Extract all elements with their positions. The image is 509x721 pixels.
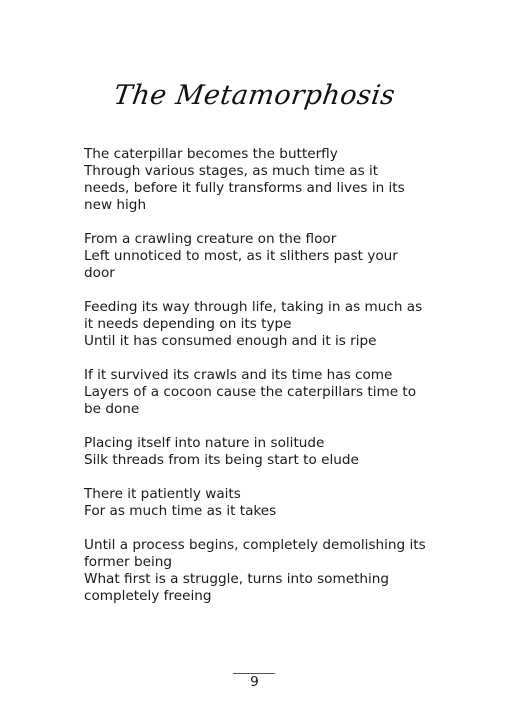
stanza	[84, 231, 429, 282]
poem-line: Through various stages, as much time as it	[84, 163, 379, 179]
stanza	[84, 367, 429, 418]
poem-line: Until a process begins, completely demolishing its	[84, 537, 426, 553]
stanza	[84, 299, 429, 350]
poem-line: Placing itself into nature in solitude	[84, 435, 325, 451]
poem-line: The caterpillar becomes the butterfly	[84, 146, 338, 162]
poem-line: Until it has consumed enough and it is ripe	[84, 333, 377, 349]
poem-line: former being	[84, 554, 172, 570]
poem-line: Feeding its way through life, taking in as much as	[84, 299, 423, 315]
poem-line: be done	[84, 401, 140, 417]
poem-line: needs, before it fully transforms and lives in its	[84, 180, 405, 196]
poem-line: Layers of a cocoon cause the caterpillars time to	[84, 384, 417, 400]
stanza	[84, 537, 429, 605]
poem-line: it needs depending on its type	[84, 316, 292, 332]
stanza	[84, 435, 429, 469]
poem-line: What first is a struggle, turns into something	[84, 571, 390, 587]
poem-title: The Metamorphosis	[111, 80, 398, 111]
poem-line: completely freeing	[84, 588, 212, 604]
poem-line: Left unnoticed to most, as it slithers past your	[84, 248, 398, 264]
stanza	[84, 486, 429, 520]
poem-line: If it survived its crawls and its time has come	[84, 367, 393, 383]
poem-line: From a crawling creature on the floor	[84, 231, 337, 247]
poem-body	[84, 146, 429, 622]
stanza	[84, 146, 429, 214]
page-number: 9	[250, 674, 259, 690]
poem-line: For as much time as it takes	[84, 503, 277, 519]
poem-line: new high	[84, 197, 147, 213]
poem-line: Silk threads from its being start to elude	[84, 452, 359, 468]
poem-line: There it patiently waits	[84, 486, 241, 502]
poem-line: door	[84, 265, 115, 281]
